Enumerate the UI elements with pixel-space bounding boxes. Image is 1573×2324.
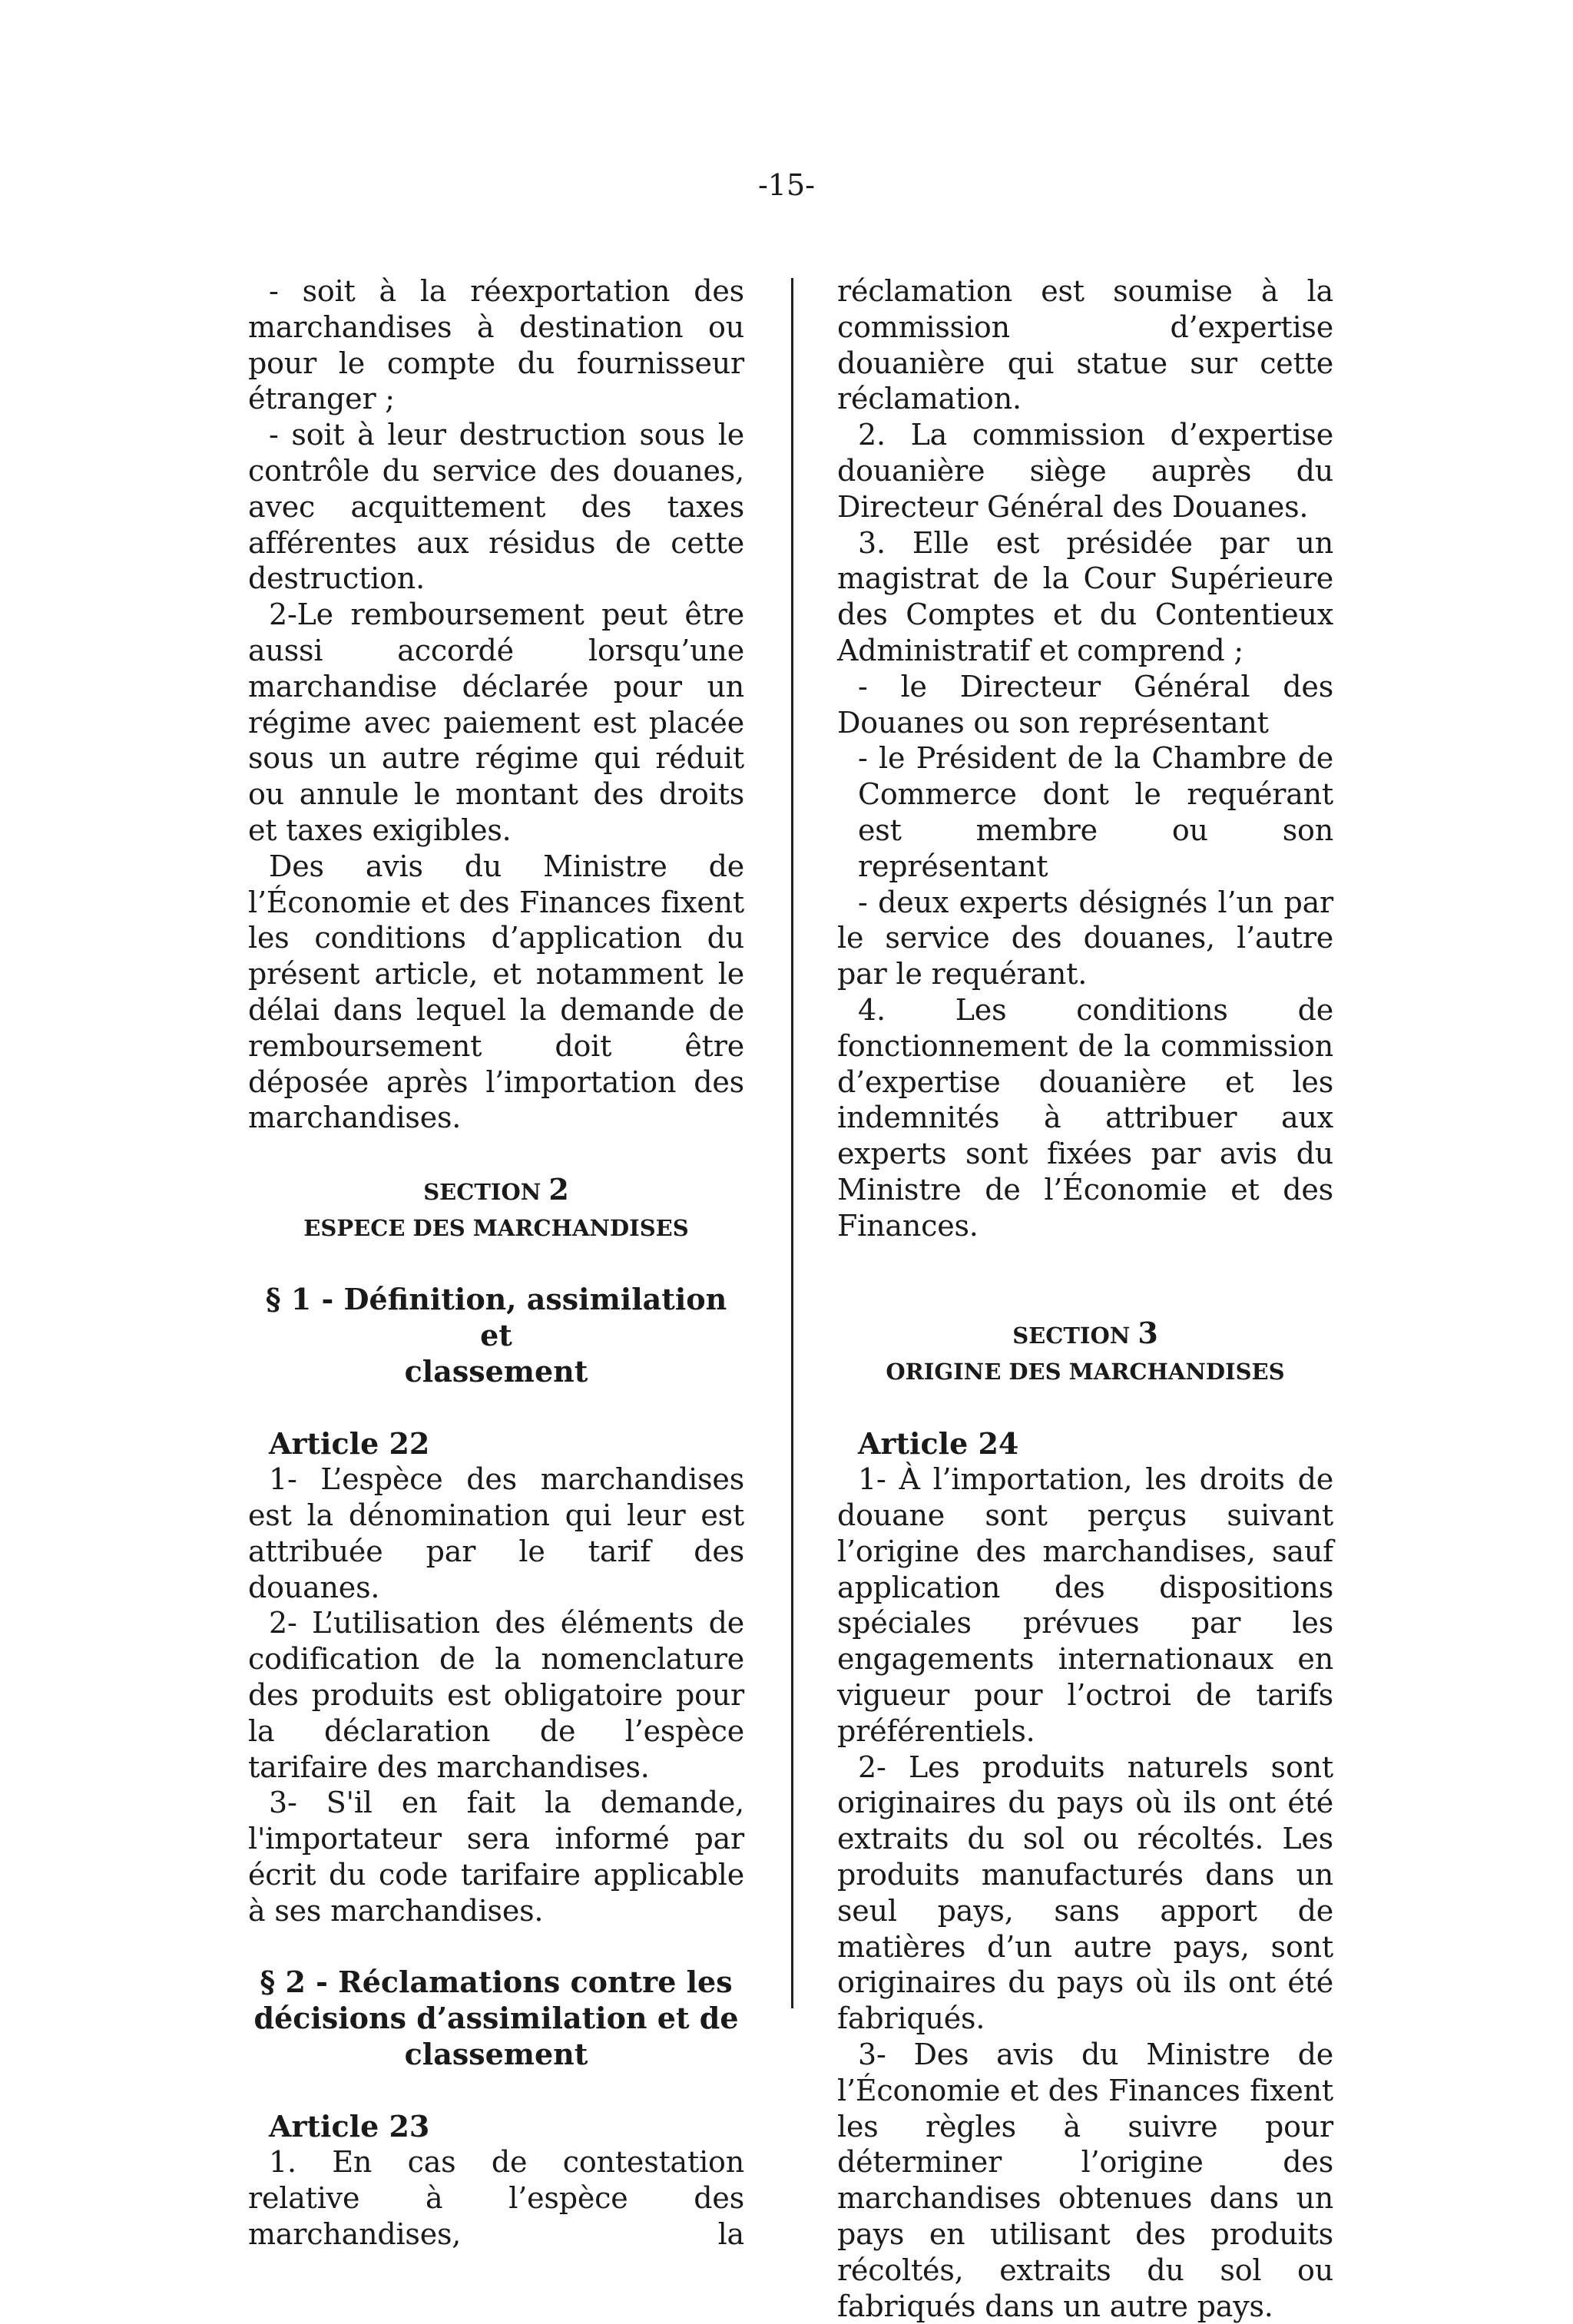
subsection-title-line: classement bbox=[404, 1353, 588, 1389]
paragraph: 1- L’espèce des marchandises est la dénomination qui leur est attribuée par le tarif des douanes. bbox=[248, 1462, 744, 1604]
paragraph: 2- L’utilisation des éléments de codification de la nomenclature des produits est obligatoire pour la déclaration de l’espèce tarifaire des marchandises. bbox=[248, 1606, 744, 1784]
subsection-title-line: § 1 - Définition, assimilation et bbox=[265, 1282, 727, 1353]
subsection-title-line: décisions d’assimilation et de bbox=[253, 2001, 739, 2036]
section-heading bbox=[837, 1316, 1333, 1354]
section-number: 2 bbox=[548, 1171, 569, 1207]
article-heading: Article 23 bbox=[269, 2108, 430, 2144]
section-label: SECTION bbox=[1012, 1323, 1131, 1349]
paragraph: 2-Le remboursement peut être aussi accordé lorsqu’une marchandise déclarée pour un régime avec paiement est placée sous un autre régime qui réduit ou annule le montant des droits et taxes exigibles. bbox=[248, 598, 744, 847]
left-column bbox=[248, 273, 744, 2253]
paragraph: - deux experts désignés l’un par le service des douanes, l’autre par le requérant. bbox=[837, 885, 1333, 992]
subsection-title-line: § 2 - Réclamations contre les bbox=[260, 1965, 733, 2000]
section-title: ORIGINE DES MARCHANDISES bbox=[886, 1358, 1285, 1385]
paragraph: 2. La commission d’expertise douanière siège auprès du Directeur Général des Douanes. bbox=[837, 418, 1333, 524]
paragraph: - soit à leur destruction sous le contrôle du service des douanes, avec acquittement des taxes afférentes aux résidus de cette destruction. bbox=[248, 418, 744, 596]
right-column bbox=[837, 273, 1333, 2324]
page-number: -15- bbox=[757, 168, 816, 202]
paragraph: 3- S'il en fait la demande, l'importateur sera informé par écrit du code tarifaire applicable à ses marchandises. bbox=[248, 1786, 744, 1928]
column-divider bbox=[791, 278, 793, 2008]
subsection-title-line: classement bbox=[404, 2037, 588, 2072]
section-heading bbox=[248, 1172, 744, 1210]
paragraph: - le Président de la Chambre de Commerce dont le requérant est membre ou son représentant bbox=[858, 741, 1333, 883]
section-label: SECTION bbox=[423, 1178, 541, 1205]
section-title: ESPECE DES MARCHANDISES bbox=[303, 1214, 689, 1241]
paragraph: 2- Les produits naturels sont originaires du pays où ils ont été extraits du sol ou récoltés. Les produits manufacturés dans un seul pays, sans apport de matières d’un autre pays, sont originaires du pays où ils ont été fabriqués. bbox=[837, 1750, 1333, 2036]
paragraph: 1. En cas de contestation relative à l’espèce des marchandises, la bbox=[248, 2145, 744, 2252]
paragraph: 4. Les conditions de fonctionnement de la commission d’expertise douanière et les indemnités à attribuer aux experts sont fixées par avis du Ministre de l’Économie et des Finances. bbox=[837, 992, 1333, 1243]
paragraph: 1- À l’importation, les droits de douane sont perçus suivant l’origine des marchandises, sauf application des dispositions spéciales prévues par les engagements internationaux en vigueur pour l’octroi de tarifs préférentiels. bbox=[837, 1462, 1333, 1748]
article-heading: Article 24 bbox=[858, 1425, 1019, 1461]
paragraph: Des avis du Ministre de l’Économie et des Finances fixent les conditions d’application du présent article, et notamment le délai dans lequel la demande de remboursement doit être déposée après l’importation des marchandises. bbox=[248, 849, 744, 1135]
paragraph: - le Directeur Général des Douanes ou son représentant bbox=[837, 669, 1333, 740]
paragraph: 3- Des avis du Ministre de l’Économie et des Finances fixent les règles à suivre pour déterminer l’origine des marchandises obtenues dans un pays en utilisant des produits récoltés, extraits du sol ou fabriqués dans un autre pays. bbox=[837, 2038, 1333, 2323]
article-heading: Article 22 bbox=[269, 1425, 430, 1461]
paragraph: 3. Elle est présidée par un magistrat de la Cour Supérieure des Comptes et du Contentieux Administratif et comprend ; bbox=[837, 525, 1333, 667]
paragraph: - soit à la réexportation des marchandises à destination ou pour le compte du fournisseur étranger ; bbox=[248, 274, 744, 416]
section-number: 3 bbox=[1138, 1316, 1158, 1351]
paragraph: réclamation est soumise à la commission d’expertise douanière qui statue sur cette réclamation. bbox=[837, 274, 1333, 416]
